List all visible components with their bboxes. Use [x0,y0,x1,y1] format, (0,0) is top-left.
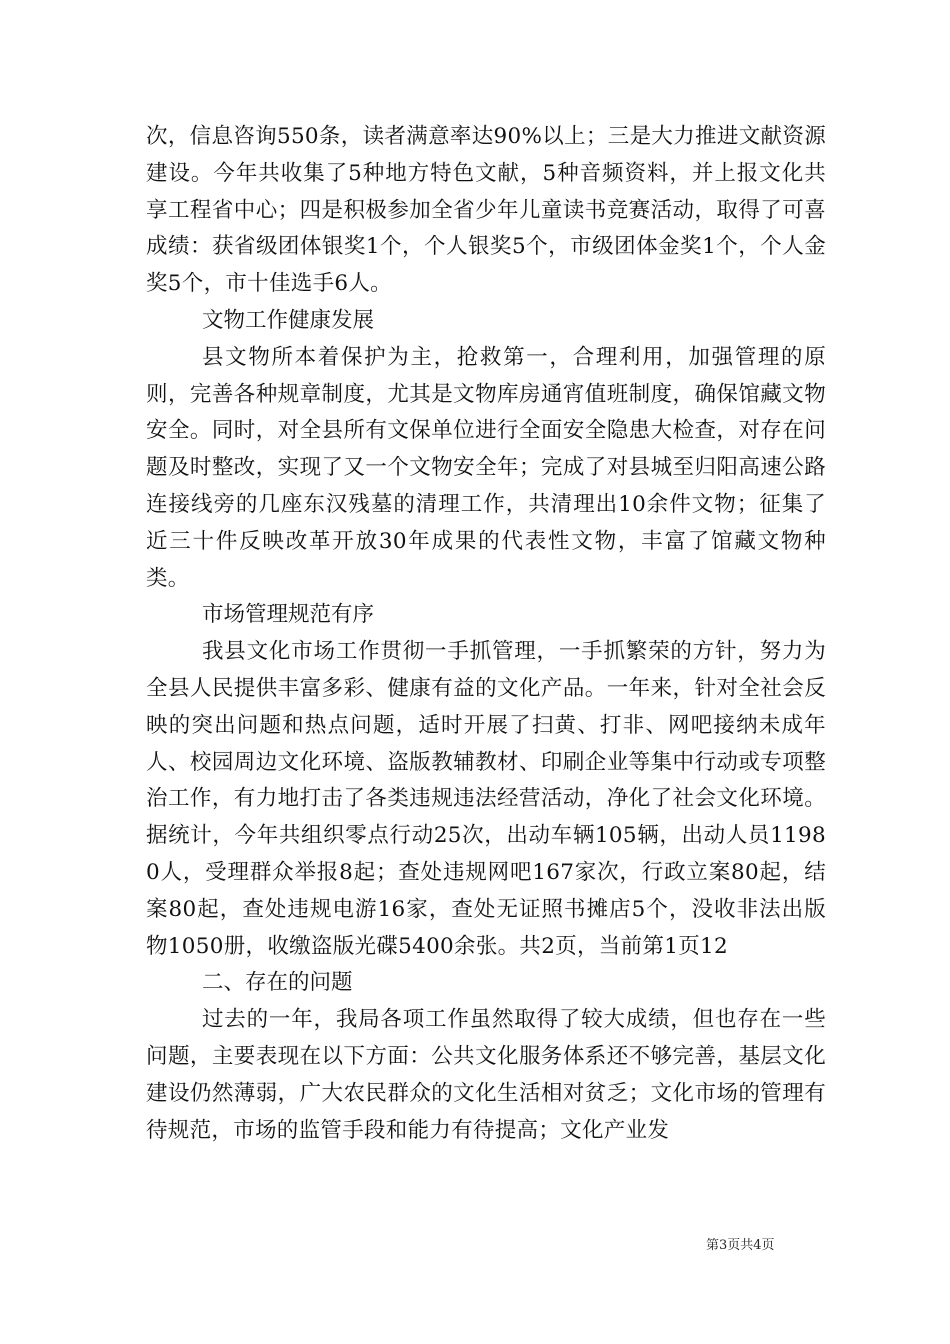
heading-cultural-relics: 文物工作健康发展 [202,307,375,333]
paragraph-existing-problems: 过去的一年，我局各项工作虽然取得了较大成绩，但也存在一些问题，主要表现在以下方面：公共文化服务体系还不够完善，基层文化建设仍然薄弱，广大农民群众的文化生活相对贫乏；文化市场的管理有待规范，市场的监管手段和能力有待提高；文化产业发 [146,1007,826,1143]
document-body [146,119,826,1149]
page-number-footer: 第3页共4页 [706,1238,775,1253]
paragraph-market-management: 我县文化市场工作贯彻一手抓管理，一手抓繁荣的方针，努力为全县人民提供丰富多彩、健康有益的文化产品。一年来，针对全社会反映的突出问题和热点问题，适时开展了扫黄、打非、网吧接纳未成年人、校园周边文化环境、盗版教辅教材、印刷企业等集中行动或专项整治工作，有力地打击了各类违规违法经营活动，净化了社会文化环境。据统计，今年共组织零点行动25次，出动车辆105辆，出动人员11980人，受理群众举报8起；查处违规网吧167家次，行政立案80起，结案80起，查处违规电游16家，查处无证照书摊店5个，没收非法出版物1050册，收缴盗版光碟5400余张。共2页，当前第1页12 [146,639,826,959]
paragraph-cultural-relics: 县文物所本着保护为主，抢救第一，合理利用，加强管理的原则，完善各种规章制度，尤其是文物库房通宵值班制度，确保馆藏文物安全。同时，对全县所有文保单位进行全面安全隐患大检查，对存在问题及时整改，实现了又一个文物安全年；完成了对县城至归阳高速公路连接线旁的几座东汉残墓的清理工作，共清理出10余件文物；征集了近三十件反映改革开放30年成果的代表性文物，丰富了馆藏文物种类。 [146,344,826,591]
heading-existing-problems: 二、存在的问题 [202,970,353,996]
paragraph-library-services: 次，信息咨询550条，读者满意率达90%以上；三是大力推进文献资源建设。今年共收集了5种地方特色文献，5种音频资料，并上报文化共享工程省中心；四是积极参加全省少年儿童读书竞赛活动，取得了可喜成绩：获省级团体银奖1个，个人银奖5个，市级团体金奖1个，个人金奖5个，市十佳选手6人。 [146,124,826,297]
heading-market-management: 市场管理规范有序 [202,602,375,628]
